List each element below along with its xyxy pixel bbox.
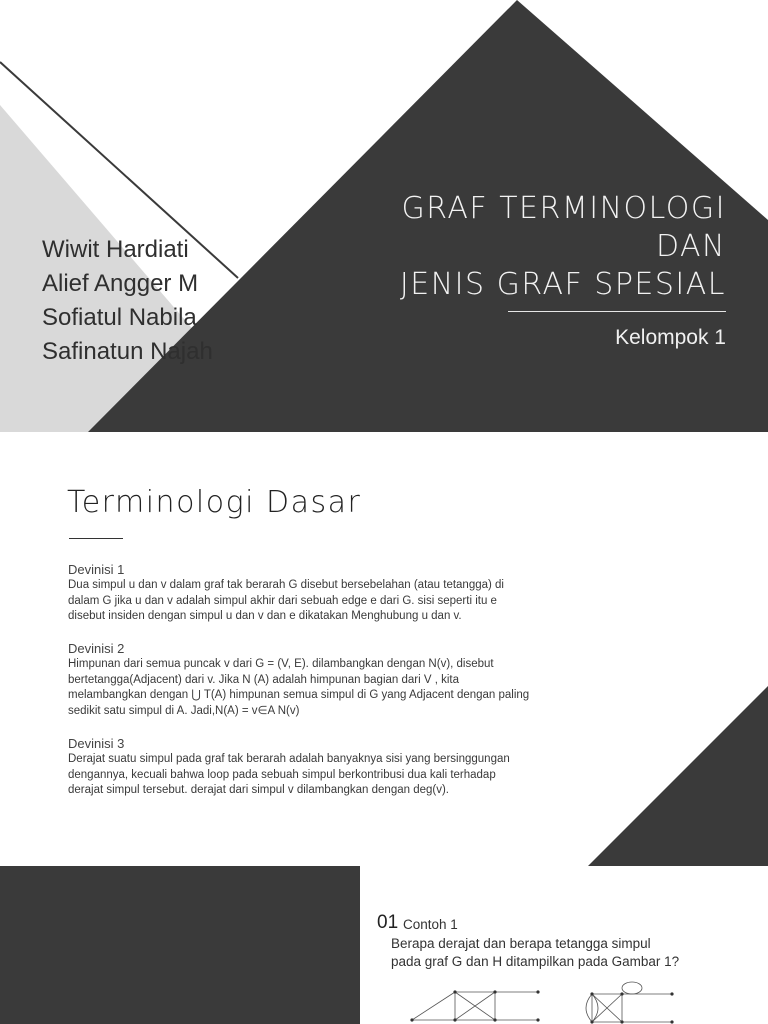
- definition-heading: Devinisi 3: [68, 736, 125, 751]
- definition-line: Derajat suatu simpul pada graf tak berarah adalah banyaknya sisi yang bersinggungan: [68, 753, 510, 765]
- author-name: Wiwit Hardiati: [42, 236, 189, 263]
- example-number: 01: [377, 912, 399, 933]
- title-line: DAN: [655, 229, 726, 264]
- definition-line: Himpunan dari semua puncak v dari G = (V, E). dilambangkan dengan N(v), disebut: [68, 658, 494, 670]
- definition-line: sedikit satu simpul di A. Jadi,N(A) = v∈A N(v): [68, 704, 300, 717]
- dark-panel: [0, 866, 360, 1024]
- corner-triangle-shape: [588, 686, 768, 866]
- author-name: Sofiatul Nabila: [42, 304, 197, 331]
- definition-block: [68, 641, 558, 719]
- section-title-underline: [69, 538, 123, 539]
- definition-line: Dua simpul u dan v dalam graf tak berarah G disebut bersebelahan (atau tetangga) di: [68, 579, 504, 591]
- definition-heading: Devinisi 2: [68, 641, 125, 656]
- cover-title: [400, 190, 726, 304]
- definition-block: [68, 562, 558, 625]
- example-heading: Contoh 1: [403, 917, 458, 932]
- graph-g-figure: [400, 980, 550, 1024]
- author-name: Alief Angger M: [42, 270, 199, 297]
- definition-line: melambangkan dengan ⋃ T(A) himpunan semua simpul di G yang Adjacent dengan paling: [68, 689, 530, 701]
- author-name: Safinatun Najah: [42, 338, 213, 365]
- author-list: [42, 233, 213, 369]
- example-question: [391, 935, 721, 971]
- definition-line: dalam G jika u dan v adalah simpul akhir dari sebuah edge e dari G. sisi seperti itu e: [68, 594, 497, 607]
- definition-line: derajat simpul tersebut. derajat dari simpul v dilambangkan dengan deg(v).: [68, 784, 449, 796]
- title-line: JENIS GRAF SPESIAL: [399, 267, 726, 302]
- title-divider: [508, 311, 726, 312]
- graph-h-figure: [580, 978, 680, 1024]
- definition-line: dengannya, kecuali bahwa loop pada sebuah simpul berkontribusi dua kali terhadap: [68, 768, 496, 781]
- section-title: Terminologi Dasar: [67, 485, 362, 520]
- definition-heading: Devinisi 1: [68, 562, 125, 577]
- definition-block: [68, 736, 558, 799]
- question-line: Berapa derajat dan berapa tetangga simpul: [391, 936, 651, 951]
- definition-line: disebut insiden dengan simpul u dan v dan e dikatakan Menghubung u dan v.: [68, 610, 462, 622]
- title-line: GRAF TERMINOLOGI: [401, 191, 726, 226]
- cover-subtitle: Kelompok 1: [615, 326, 726, 349]
- question-line: pada graf G dan H ditampilkan pada Gambar 1?: [391, 954, 680, 969]
- definition-line: bertetangga(Adjacent) dari v. Jika N (A) adalah himpunan bagian dari V , kita: [68, 673, 460, 686]
- cover-slide: [0, 0, 768, 432]
